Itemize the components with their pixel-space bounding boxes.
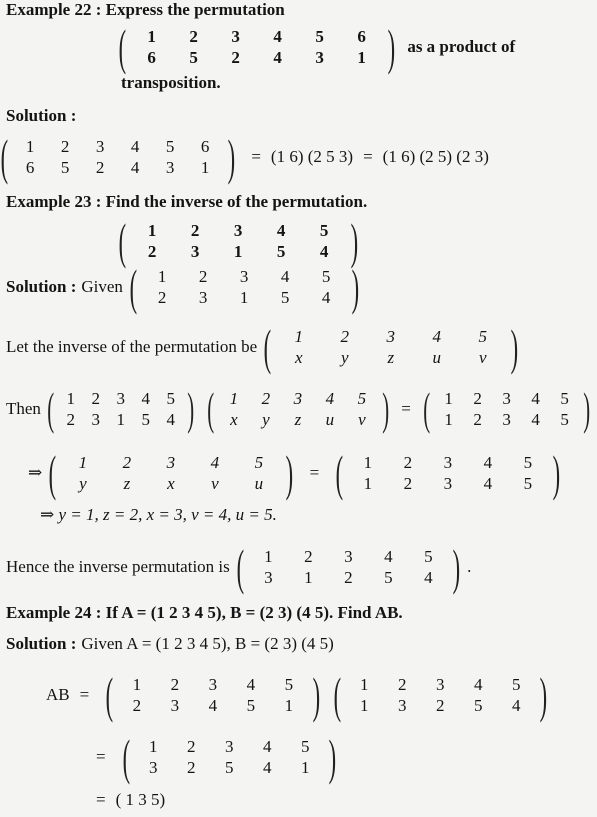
matrix-cell: 1 [304,568,313,587]
matrix-cell: 3 [397,696,407,715]
matrix-cell: v [211,474,219,493]
matrix-cell: 4 [276,221,286,240]
matrix-cell: 3 [344,547,353,566]
matrix-cell: 5 [384,568,393,587]
matrix-cell: 3 [231,27,240,46]
matrix-cell: 1 [363,453,373,472]
matrix-cell: 5 [276,242,286,261]
matrix-cell: 1 [233,242,243,261]
matrix-cell: 5 [321,267,331,286]
matrix-cell: 2 [187,737,196,756]
permutation-matrix: ( 1 1 2 3 3 2 4 5 5 4 ) [333,667,548,723]
matrix-cell: 5 [473,696,483,715]
matrix-cell: x [167,474,175,493]
matrix-cell: 5 [560,410,569,429]
matrix-cell: 3 [166,453,176,472]
matrix-grid [345,674,535,716]
matrix-cell: 5 [254,453,264,472]
matrix-cell: 4 [325,389,335,408]
matrix-grid [434,388,579,430]
then-line: Then ( 1 2 2 3 3 1 4 5 5 4 ) ( 1 x 2 y 3 z 4 u 5 v ) = ( 1 1 2 2 3 3 4 4 5 5 ) [6,386,597,432]
matrix-cell: 2 [397,675,407,694]
matrix-cell: u [432,348,442,367]
matrix-cell: 1 [157,267,167,286]
matrix-cell: 5 [357,389,367,408]
matrix-cell: 1 [147,221,157,240]
matrix-cell: 3 [116,389,126,408]
example-22-heading: Example 22 : Express the permutation [6,0,285,19]
matrix-cell: 2 [157,288,167,307]
matrix-grid [218,388,378,430]
matrix-cell: 6 [200,137,210,156]
matrix-cell: x [230,410,238,429]
example-23-matrix-line [112,213,364,269]
matrix-cell: 2 [91,389,101,408]
matrix-cell: 4 [531,410,540,429]
matrix-cell: 3 [315,48,324,67]
matrix-cell: x [295,348,303,367]
solution-24-given: Solution : Given A = (1 2 3 4 5), B = (2 3) (4 5) [6,634,334,653]
matrix-cell: 1 [66,389,76,408]
matrix-cell: 4 [246,675,256,694]
matrix-cell: 3 [198,288,208,307]
matrix-cell: 1 [132,675,142,694]
matrix-grid [248,546,448,588]
matrix-cell: 6 [147,48,156,67]
matrix-cell: z [294,410,302,429]
matrix-cell: 4 [166,410,176,429]
matrix-cell: 1 [444,389,453,408]
matrix-cell: 4 [483,453,493,472]
matrix-cell: v [358,410,366,429]
values-result: ⇒ y = 1, z = 2, x = 3, v = 4, u = 5. [40,505,277,524]
matrix-cell: 2 [435,696,445,715]
permutation-matrix: ( 1 x 2 y 3 z 4 u 5 v ) [263,319,518,375]
matrix-cell: 2 [187,758,196,777]
matrix-cell: 4 [210,453,220,472]
matrix-cell: 4 [511,696,521,715]
permutation-matrix: ( 1 6 2 5 3 2 4 4 5 3 6 1 ) [118,19,395,75]
matrix-cell: 4 [141,389,151,408]
matrix-cell: 1 [359,696,369,715]
matrix-cell: 3 [502,389,511,408]
matrix-cell: 4 [273,27,282,46]
let-inverse-line: Let the inverse of the permutation be ( 1 x 2 y 3 z 4 u 5 v ) [6,322,524,372]
matrix-cell: 3 [293,389,303,408]
permutation-matrix: ( 1 2 2 3 3 1 4 5 5 4 ) [129,259,359,315]
example-24-heading: Example 24 : If A = (1 2 3 4 5), B = (2 3) (4 5). Find AB. [6,603,403,622]
matrix-cell: 4 [473,675,483,694]
matrix-cell: 1 [357,48,366,67]
matrix-cell: 5 [284,675,294,694]
matrix-cell: 5 [319,221,329,240]
matrix-cell: 5 [511,675,521,694]
matrix-cell: 3 [165,158,175,177]
matrix-cell: 2 [66,410,76,429]
hence-line: Hence the inverse permutation is ( 1 3 2 1 3 2 4 5 5 4 ) . [6,539,472,595]
matrix-grid [348,452,548,494]
example-23-heading: Example 23 : Find the inverse of the permutation. [6,192,368,211]
permutation-matrix: ( 1 3 2 1 3 2 4 5 5 4 ) [236,539,461,595]
matrix-cell: 1 [25,137,35,156]
matrix-cell: 1 [301,758,310,777]
matrix-cell: 5 [166,389,176,408]
matrix-cell: 5 [301,737,310,756]
matrix-cell: 6 [357,27,366,46]
matrix-grid [131,220,346,262]
matrix-cell: 1 [147,27,156,46]
matrix-cell: 4 [319,242,329,261]
example-22-continuation: transposition. [121,73,221,92]
matrix-cell: 3 [170,696,180,715]
matrix-cell: 4 [130,137,140,156]
solution-22-label: Solution : [6,106,77,125]
matrix-cell: 1 [284,696,294,715]
matrix-cell: 2 [170,675,180,694]
matrix-cell: 2 [60,137,70,156]
matrix-cell: y [79,474,87,493]
matrix-cell: 4 [531,389,540,408]
example-22-matrix-line: ( 1 6 2 5 3 2 4 4 5 3 6 1 ) as a product of [112,22,515,72]
matrix-cell: 1 [359,675,369,694]
matrix-cell: 1 [363,474,373,493]
matrix-cell: 3 [239,267,249,286]
matrix-cell: 5 [280,288,290,307]
matrix-cell: 2 [122,453,132,472]
solution-23-given: Solution : Given ( 1 2 2 3 3 1 4 5 5 4 ) [6,262,365,312]
matrix-cell: 3 [386,327,396,346]
matrix-cell: 5 [315,27,324,46]
matrix-cell: 5 [189,48,198,67]
matrix-grid [58,388,183,430]
matrix-cell: 1 [116,410,126,429]
matrix-cell: v [479,348,487,367]
matrix-grid [142,266,347,308]
matrix-cell: 3 [95,137,105,156]
matrix-cell: 1 [239,288,249,307]
matrix-cell: 2 [261,389,271,408]
matrix-cell: 3 [225,737,234,756]
permutation-matrix: ( 1 2 2 3 3 1 4 5 5 4 ) [118,213,358,269]
matrix-cell: 4 [424,568,433,587]
matrix-cell: 3 [190,242,200,261]
implies-line: ⇒ ( 1 y 2 z 3 x 4 v 5 u ) = ( 1 1 2 2 3 3 4 4 5 5 ) [28,448,566,498]
matrix-cell: 4 [280,267,290,286]
permutation-matrix: ( 1 y 2 z 3 x 4 v 5 u ) [48,445,293,501]
matrix-cell: 3 [208,675,218,694]
matrix-cell: 4 [432,327,442,346]
permutation-matrix: ( 1 2 2 3 3 1 4 5 5 4 ) [47,383,195,434]
matrix-cell: 4 [483,474,493,493]
matrix-cell: 3 [435,675,445,694]
matrix-cell: 4 [263,758,272,777]
permutation-matrix: ( 1 1 2 2 3 3 4 4 5 5 ) [335,445,560,501]
permutation-matrix: ( 1 1 2 2 3 3 4 4 5 5 ) [423,383,591,434]
matrix-cell: 4 [208,696,218,715]
matrix-cell: 2 [132,696,142,715]
matrix-cell: 4 [321,288,331,307]
matrix-cell: 3 [264,568,273,587]
matrix-cell: 2 [403,453,413,472]
matrix-cell: 3 [443,453,453,472]
matrix-cell: 6 [25,158,35,177]
ab-line: AB = ( 1 2 2 3 3 4 4 5 5 1 ) ( 1 1 2 3 3 2 4 5 5 4 ) [46,670,554,720]
matrix-cell: 1 [294,327,304,346]
matrix-cell: 4 [384,547,393,566]
matrix-cell: 2 [190,221,200,240]
matrix-cell: 1 [229,389,239,408]
permutation-matrix: ( 1 3 2 2 3 5 4 4 5 1 ) [122,729,337,785]
matrix-cell: 2 [95,158,105,177]
matrix-cell: 1 [444,410,453,429]
matrix-cell: 2 [198,267,208,286]
matrix-cell: 4 [130,158,140,177]
matrix-cell: 5 [225,758,234,777]
matrix-cell: 3 [502,410,511,429]
matrix-cell: 3 [233,221,243,240]
matrix-cell: 4 [273,48,282,67]
matrix-cell: 2 [340,327,350,346]
matrix-grid [13,136,223,178]
matrix-grid [131,26,383,68]
matrix-cell: 2 [231,48,240,67]
matrix-cell: 5 [523,453,533,472]
matrix-cell: 2 [304,547,313,566]
matrix-cell: z [387,348,395,367]
matrix-grid [118,674,308,716]
matrix-cell: z [123,474,131,493]
matrix-cell: 2 [147,242,157,261]
matrix-cell: 5 [141,410,151,429]
matrix-cell: 2 [344,568,353,587]
matrix-cell: 5 [523,474,533,493]
permutation-matrix: ( 1 x 2 y 3 z 4 u 5 v ) [206,383,390,434]
permutation-matrix: ( 1 6 2 5 3 2 4 4 5 3 6 1 ) [0,129,235,185]
matrix-cell: u [254,474,264,493]
ab-cycle-line: = ( 1 3 5) [96,790,166,809]
permutation-matrix: ( 1 2 2 3 3 4 4 5 5 1 ) [105,667,320,723]
matrix-cell: 2 [189,27,198,46]
matrix-cell: 5 [424,547,433,566]
matrix-cell: 1 [78,453,88,472]
matrix-cell: 1 [264,547,273,566]
matrix-cell: 2 [473,389,482,408]
solution-22-equation: ( 1 6 2 5 3 2 4 4 5 3 6 1 ) = (1 6) (2 5 3) = (1 6) (2 5) (2 3) [0,132,489,182]
ab-result-line: = ( 1 3 2 2 3 5 4 4 5 1 ) [86,732,343,782]
matrix-cell: 5 [60,158,70,177]
matrix-grid [276,326,506,368]
matrix-cell: 5 [246,696,256,715]
matrix-cell: 1 [200,158,210,177]
matrix-cell: 5 [478,327,488,346]
matrix-cell: 5 [560,389,569,408]
matrix-grid [61,452,281,494]
matrix-cell: y [262,410,270,429]
matrix-grid [134,736,324,778]
matrix-cell: 3 [443,474,453,493]
matrix-cell: 1 [149,737,158,756]
matrix-cell: u [325,410,335,429]
matrix-cell: y [341,348,349,367]
matrix-cell: 3 [91,410,101,429]
matrix-cell: 2 [403,474,413,493]
matrix-cell: 5 [165,137,175,156]
matrix-cell: 4 [263,737,272,756]
matrix-cell: 3 [149,758,158,777]
matrix-cell: 2 [473,410,482,429]
